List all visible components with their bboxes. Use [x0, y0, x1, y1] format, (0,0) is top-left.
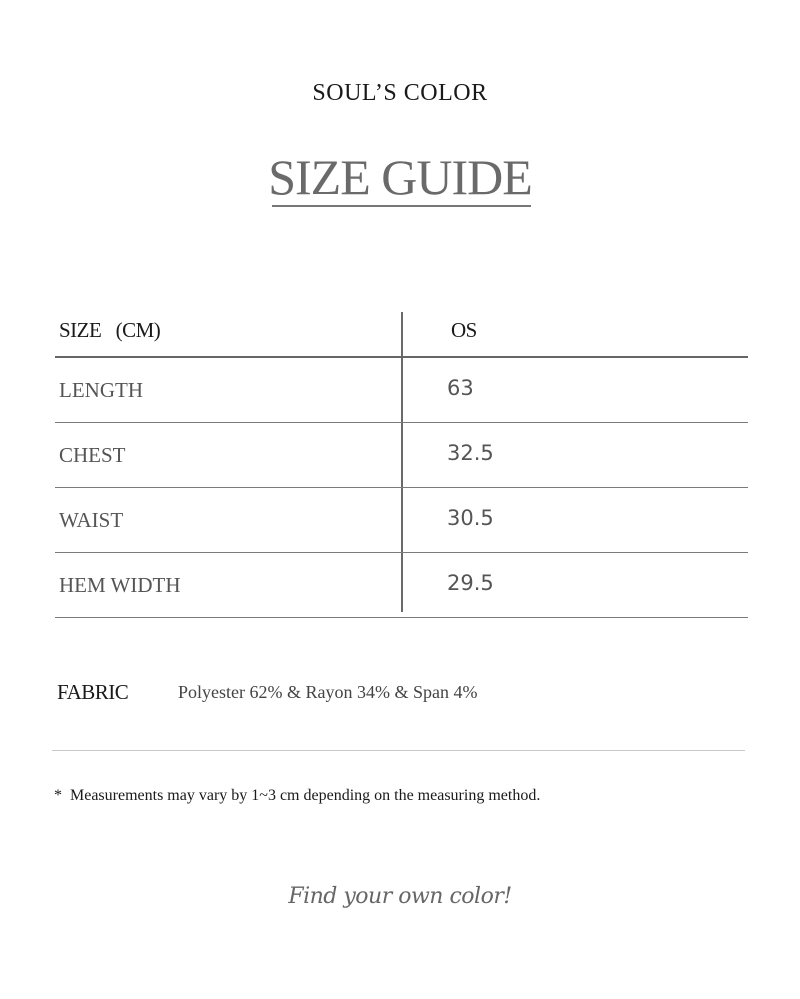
- row-value: 30.5: [447, 506, 494, 530]
- measurement-note: [54, 787, 540, 805]
- row-label: WAIST: [59, 508, 124, 532]
- row-value: 29.5: [447, 571, 494, 595]
- table-row: [55, 488, 748, 553]
- row-value: 63: [447, 376, 474, 400]
- title-underline: [272, 205, 531, 207]
- brand-name: SOUL’S COLOR: [312, 80, 488, 106]
- tagline: Find your own color!: [288, 884, 512, 909]
- row-label: CHEST: [59, 443, 126, 467]
- row-label: LENGTH: [59, 378, 143, 402]
- table-header-row: [55, 312, 748, 358]
- note-text: Measurements may vary by 1~3 cm depending on the measuring method.: [70, 787, 541, 804]
- header-size-label: SIZE (CM): [59, 318, 161, 342]
- page-title: SIZE GUIDE: [268, 149, 532, 205]
- fabric-label: FABRIC: [57, 680, 129, 704]
- header-os-label: OS: [451, 318, 477, 342]
- table-row: [55, 358, 748, 423]
- row-label: HEM WIDTH: [59, 573, 181, 597]
- note-marker: *: [54, 787, 62, 804]
- section-divider: [52, 750, 745, 751]
- table-row: [55, 553, 748, 618]
- row-value: 32.5: [447, 441, 494, 465]
- size-table: [55, 312, 748, 618]
- fabric-composition: Polyester 62% & Rayon 34% & Span 4%: [178, 682, 478, 702]
- table-row: [55, 423, 748, 488]
